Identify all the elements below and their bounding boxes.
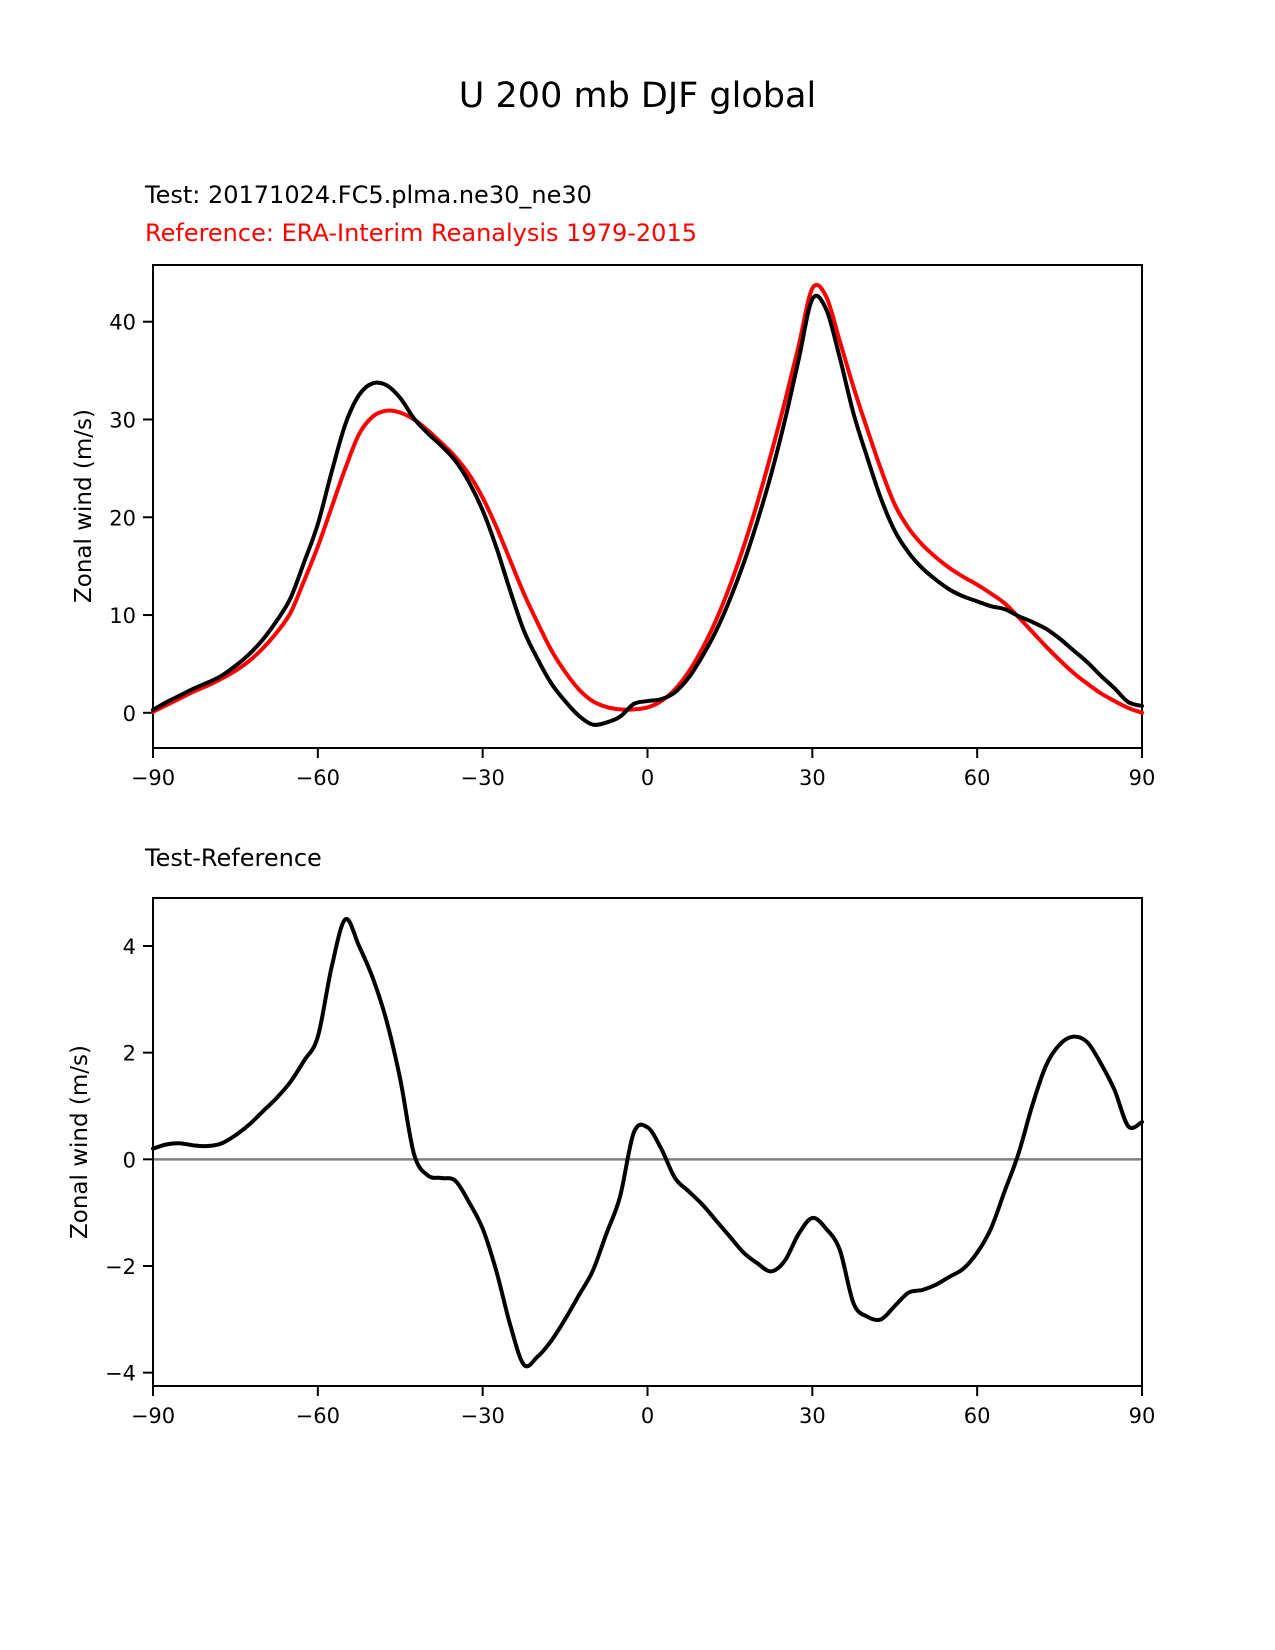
axes-spines xyxy=(153,898,1142,1386)
x-tick-label: −60 xyxy=(295,766,340,790)
y-tick-label: 20 xyxy=(109,506,136,531)
y-tick-label: 2 xyxy=(122,1041,136,1066)
x-tick-label: 60 xyxy=(963,766,991,790)
series-line-test-reference xyxy=(153,919,1142,1366)
y-tick-label: 40 xyxy=(109,310,136,335)
x-tick-label: 90 xyxy=(1128,766,1156,790)
x-tick-label: 60 xyxy=(963,1404,991,1428)
x-tick-label: −30 xyxy=(460,766,505,790)
x-tick-label: 0 xyxy=(640,1404,655,1428)
chart-title: U 200 mb DJF global xyxy=(458,76,817,116)
y-tick-label: 4 xyxy=(122,935,136,959)
x-tick-label: −60 xyxy=(295,1404,340,1428)
x-tick-label: −90 xyxy=(130,1404,176,1428)
y-tick-label: −4 xyxy=(105,1361,136,1386)
reference-label: Reference: ERA-Interim Reanalysis 1979-2015 xyxy=(145,219,697,247)
y-tick-label: 0 xyxy=(122,1148,136,1173)
x-tick-label: −30 xyxy=(460,1404,505,1428)
top-chart xyxy=(109,265,1155,790)
series-line-test xyxy=(153,296,1142,725)
test-label: Test: 20171024.FC5.plma.ne30_ne30 xyxy=(145,181,592,209)
x-tick-label: −90 xyxy=(130,766,176,790)
axes-spines xyxy=(153,265,1142,748)
x-tick-label: 30 xyxy=(798,766,826,790)
x-tick-label: 90 xyxy=(1128,1404,1156,1428)
y-tick-label: −2 xyxy=(105,1255,136,1279)
diff-chart-ylabel: Zonal wind (m/s) xyxy=(67,1045,93,1239)
diff-chart xyxy=(105,898,1155,1428)
x-tick-label: 0 xyxy=(640,766,655,790)
series-line-reference xyxy=(153,285,1142,713)
y-tick-label: 0 xyxy=(122,701,136,726)
y-tick-label: 30 xyxy=(109,408,136,433)
top-chart-ylabel: Zonal wind (m/s) xyxy=(71,409,97,603)
y-tick-label: 10 xyxy=(109,604,136,629)
diff-panel-title: Test-Reference xyxy=(145,844,322,872)
x-tick-label: 30 xyxy=(798,1404,826,1428)
